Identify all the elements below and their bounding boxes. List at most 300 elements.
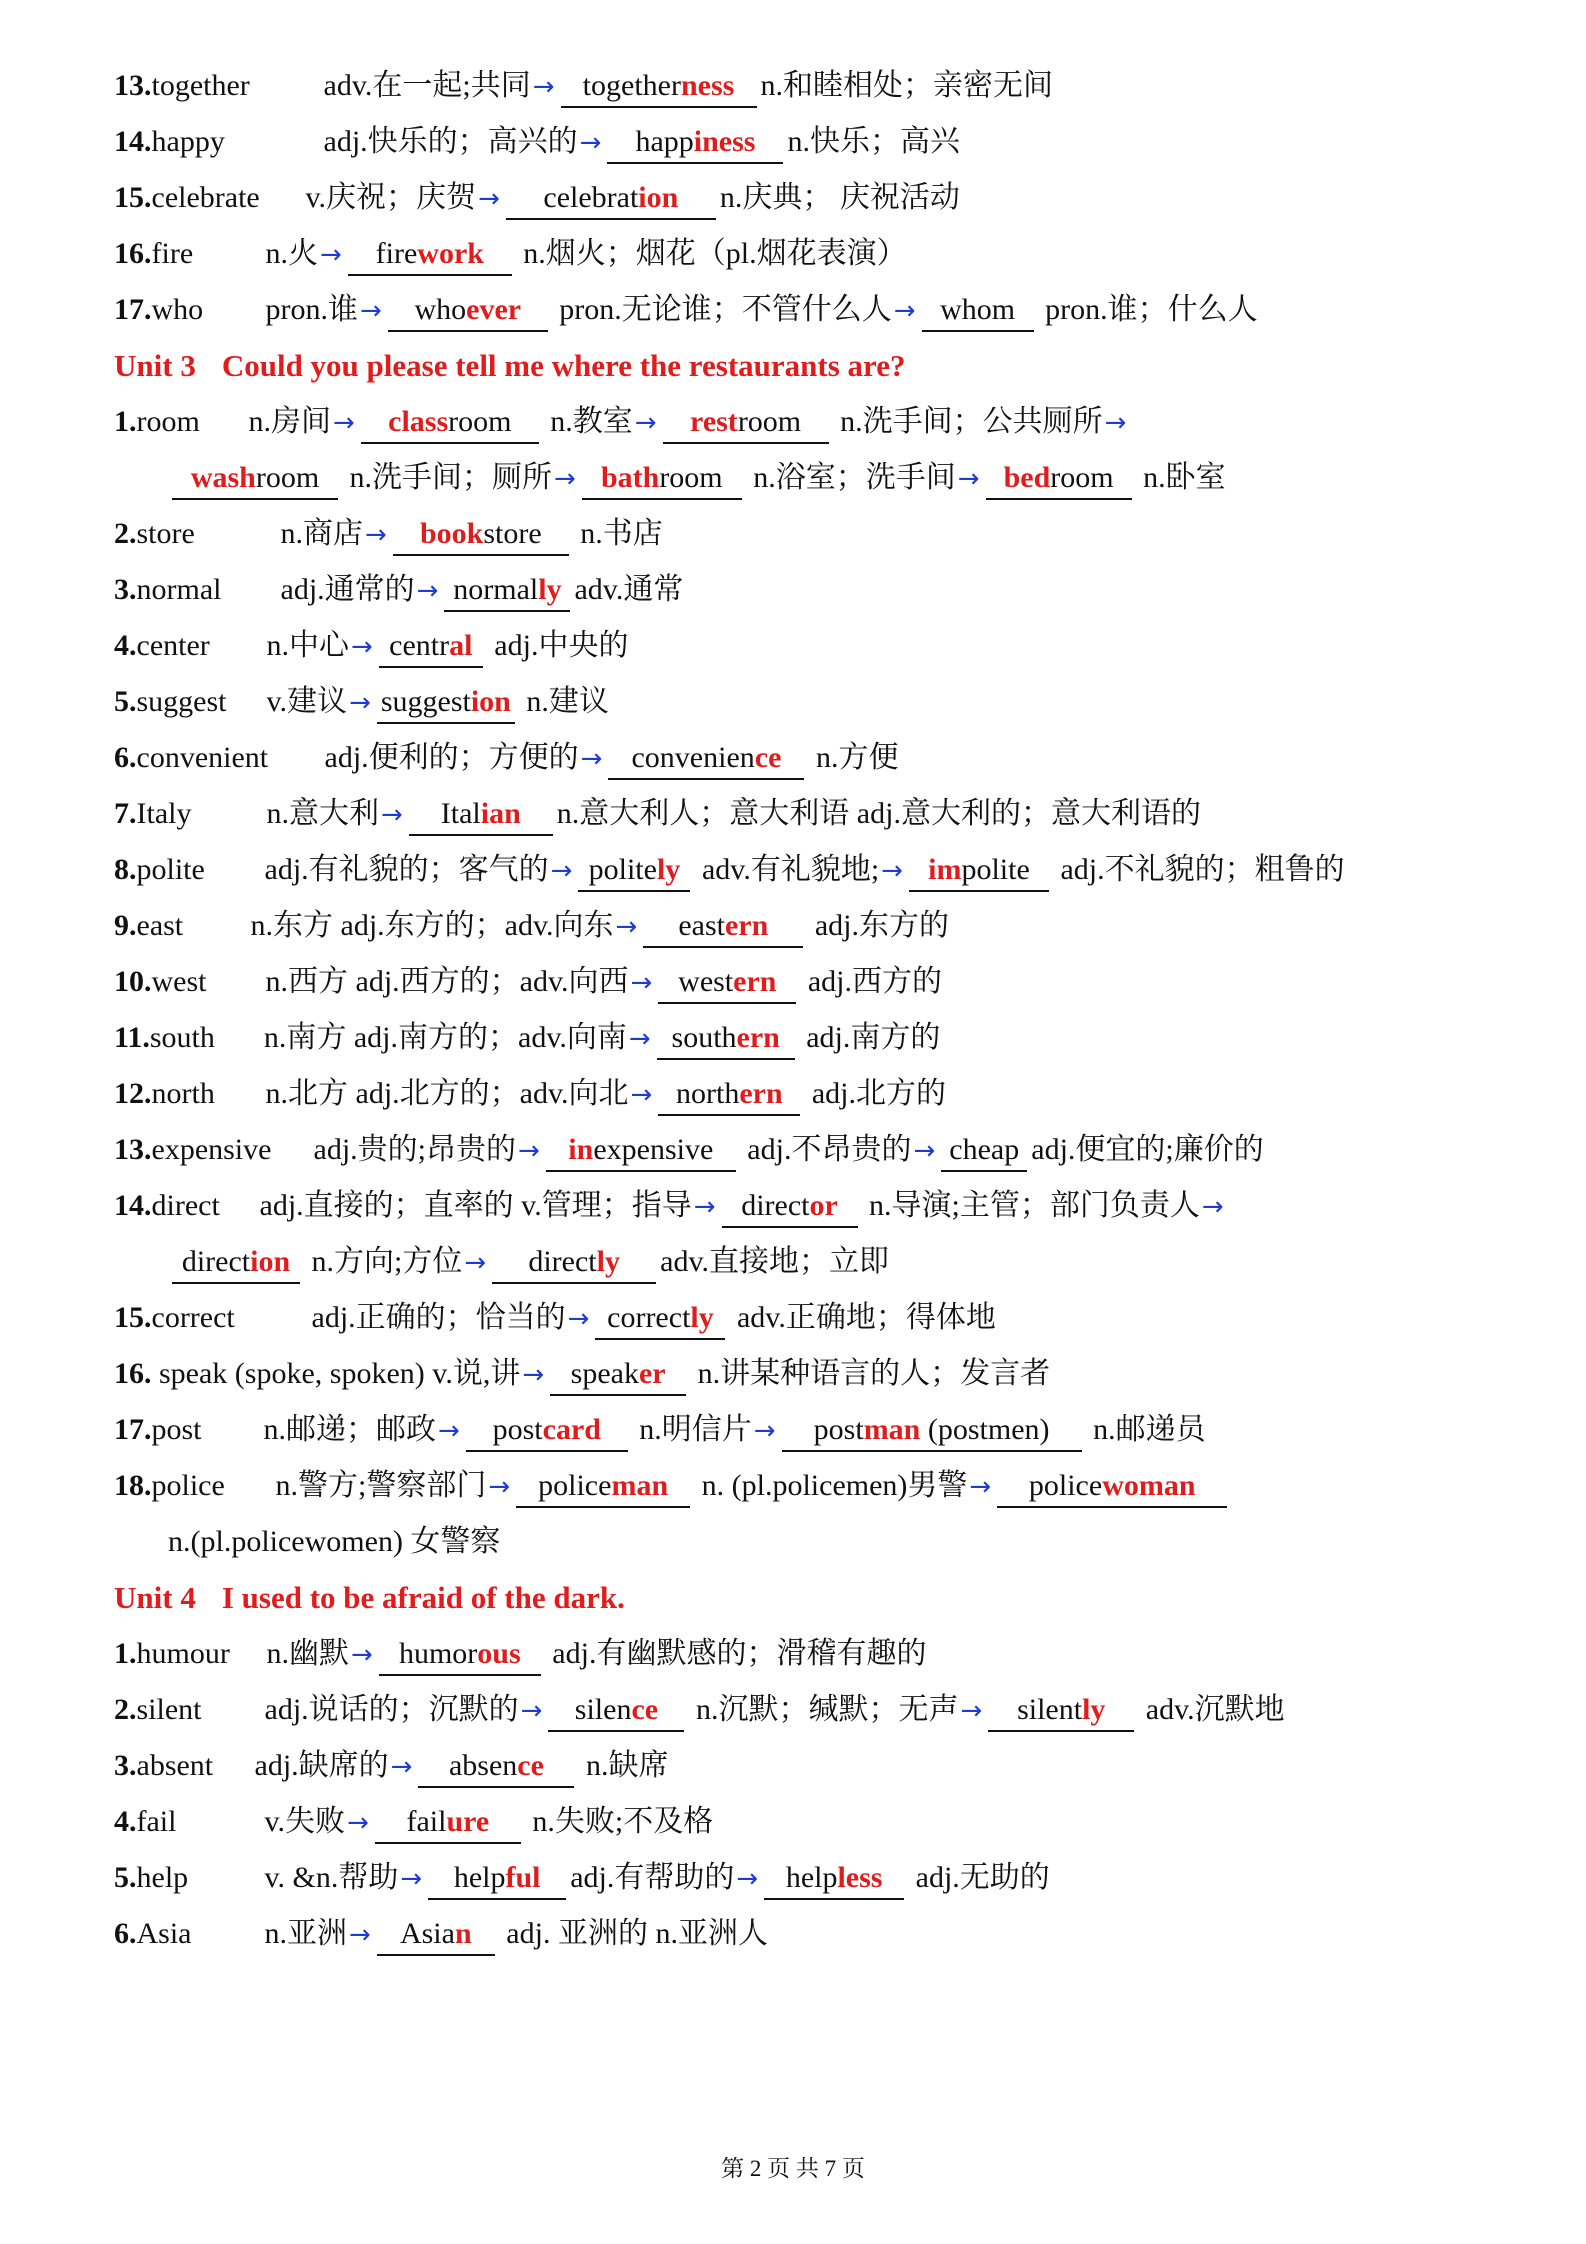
vocab-text: humour bbox=[136, 1637, 230, 1670]
vocab-text: n.火 bbox=[265, 237, 318, 270]
arrow-right-icon: → bbox=[349, 1920, 371, 1950]
vocab-line bbox=[114, 1910, 1546, 1958]
vocab-text: center bbox=[136, 629, 210, 662]
vocab-text: pron.谁；什么人 bbox=[1037, 293, 1258, 326]
highlighted-suffix: ly bbox=[538, 573, 562, 606]
highlighted-suffix: work bbox=[417, 237, 484, 270]
arrow-right-icon: → bbox=[630, 1080, 653, 1110]
arrow-right-icon: → bbox=[615, 912, 638, 942]
item-number: 1. bbox=[114, 1637, 137, 1670]
word-stem: room bbox=[737, 405, 802, 438]
arrow-right-icon: → bbox=[550, 856, 573, 886]
vocab-text: n.讲某种语言的人；发言者 bbox=[690, 1357, 1051, 1390]
vocab-text: adj.不昂贵的 bbox=[739, 1133, 912, 1166]
arrow-right-icon: → bbox=[381, 800, 403, 830]
word-stem: east bbox=[678, 909, 725, 942]
vocab-text: room bbox=[136, 405, 200, 438]
word-stem: fire bbox=[375, 237, 418, 270]
highlighted-suffix: ern bbox=[724, 909, 769, 942]
arrow-right-icon: → bbox=[960, 1696, 983, 1726]
answer-blank bbox=[657, 1018, 795, 1060]
unit-title-text: I used to be afraid of the dark. bbox=[221, 1580, 625, 1615]
arrow-right-icon: → bbox=[365, 520, 387, 550]
vocab-text: n.邮递；邮政 bbox=[263, 1413, 436, 1446]
answer-blank bbox=[550, 1354, 686, 1396]
answer-blank bbox=[548, 1690, 684, 1732]
vocab-text: Italy bbox=[136, 797, 192, 830]
arrow-right-icon: → bbox=[438, 1416, 460, 1446]
item-number: 14. bbox=[114, 125, 152, 158]
item-number: 10. bbox=[114, 965, 152, 998]
word-stem: correct bbox=[607, 1301, 691, 1334]
arrow-right-icon: → bbox=[693, 1192, 716, 1222]
answer-blank bbox=[988, 1690, 1134, 1732]
word-stem: room bbox=[659, 461, 723, 494]
item-number: 16. bbox=[114, 1357, 152, 1390]
answer-blank bbox=[506, 178, 716, 220]
answer-blank bbox=[608, 738, 804, 780]
vocab-text: silent bbox=[136, 1693, 202, 1726]
answer-blank bbox=[388, 290, 548, 332]
word-stem: (postmen) bbox=[920, 1413, 1050, 1446]
answer-blank bbox=[782, 1410, 1082, 1452]
arrow-right-icon: → bbox=[488, 1472, 511, 1502]
arrow-right-icon: → bbox=[969, 1472, 992, 1502]
word-stem: north bbox=[676, 1077, 740, 1110]
answer-blank bbox=[909, 850, 1049, 892]
vocab-line bbox=[114, 1070, 1546, 1118]
highlighted-suffix: ern bbox=[739, 1077, 783, 1110]
vocab-text: n.建议 bbox=[518, 685, 609, 718]
word-stem: silent bbox=[1017, 1693, 1083, 1726]
answer-blank bbox=[722, 1186, 858, 1228]
vocab-line bbox=[114, 622, 1546, 670]
vocab-text: n.失败;不及格 bbox=[524, 1805, 714, 1838]
highlighted-suffix: or bbox=[809, 1189, 838, 1222]
vocab-text: adj.北方的 bbox=[804, 1077, 946, 1110]
word-stem: expensive bbox=[593, 1133, 714, 1166]
arrow-right-icon: → bbox=[390, 1752, 413, 1782]
arrow-right-icon: → bbox=[522, 1360, 545, 1390]
highlighted-suffix: ce bbox=[754, 741, 782, 774]
arrow-right-icon: → bbox=[351, 632, 373, 662]
highlighted-suffix: ce bbox=[517, 1749, 544, 1782]
vocab-text: adv.沉默地 bbox=[1138, 1693, 1285, 1726]
item-number: 3. bbox=[114, 573, 137, 606]
word-stem: fail bbox=[406, 1805, 447, 1838]
answer-blank bbox=[658, 962, 796, 1004]
highlighted-suffix: ern bbox=[736, 1021, 780, 1054]
item-number: 15. bbox=[114, 181, 152, 214]
vocab-text: adj.直接的；直率的 v.管理；指导 bbox=[259, 1189, 692, 1222]
vocab-text: normal bbox=[136, 573, 222, 606]
vocab-line bbox=[114, 230, 1546, 278]
vocab-text: n.商店 bbox=[280, 517, 363, 550]
highlighted-suffix: bath bbox=[600, 461, 660, 494]
vocab-text: n.意大利 bbox=[266, 797, 379, 830]
vocab-line bbox=[168, 1238, 1546, 1286]
word-stem: silen bbox=[574, 1693, 632, 1726]
vocab-text: n.洗手间；厕所 bbox=[342, 461, 552, 494]
item-number: 5. bbox=[114, 1861, 137, 1894]
highlighted-suffix: class bbox=[388, 405, 449, 438]
word-stem: direct bbox=[181, 1245, 251, 1278]
highlighted-suffix: bed bbox=[1003, 461, 1051, 494]
vocab-line bbox=[114, 1350, 1546, 1398]
answer-blank bbox=[663, 402, 829, 444]
word-stem: cheap bbox=[949, 1133, 1020, 1166]
vocab-text: adj.贵的;昂贵的 bbox=[313, 1133, 516, 1166]
item-number: 15. bbox=[114, 1301, 152, 1334]
vocab-text: polite bbox=[136, 853, 205, 886]
vocab-text: v.庆祝；庆贺 bbox=[305, 181, 477, 214]
vocab-text: direct bbox=[151, 1189, 220, 1222]
vocab-text: north bbox=[151, 1077, 215, 1110]
vocab-text: n.缺席 bbox=[578, 1749, 669, 1782]
vocab-text: adj.便利的；方便的 bbox=[324, 741, 579, 774]
word-stem: centr bbox=[389, 629, 450, 662]
vocab-text: n.幽默 bbox=[266, 1637, 349, 1670]
unit-label: Unit 3 bbox=[114, 348, 196, 383]
word-stem: together bbox=[582, 69, 681, 102]
vocab-text: n.卧室 bbox=[1135, 461, 1226, 494]
vocab-text: adj.南方的 bbox=[798, 1021, 941, 1054]
item-number: 1. bbox=[114, 405, 137, 438]
vocab-text: south bbox=[149, 1021, 215, 1054]
vocab-line bbox=[114, 678, 1546, 726]
arrow-right-icon: → bbox=[1104, 408, 1127, 438]
answer-blank bbox=[941, 1130, 1027, 1172]
answer-blank bbox=[393, 514, 569, 556]
arrow-right-icon: → bbox=[634, 408, 657, 438]
arrow-right-icon: → bbox=[893, 296, 916, 326]
vocab-text: Asia bbox=[136, 1917, 192, 1950]
word-stem: Asia bbox=[399, 1917, 455, 1950]
item-number: 5. bbox=[114, 685, 137, 718]
highlighted-suffix: ever bbox=[466, 293, 522, 326]
arrow-right-icon: → bbox=[333, 408, 355, 438]
vocab-text: adj.正确的；恰当的 bbox=[311, 1301, 566, 1334]
item-number: 9. bbox=[114, 909, 137, 942]
answer-blank bbox=[377, 1914, 495, 1956]
vocab-text: n.北方 adj.北方的；adv.向北 bbox=[265, 1077, 629, 1110]
vocab-text: adv.在一起;共同 bbox=[323, 69, 531, 102]
vocab-line bbox=[114, 1630, 1546, 1678]
word-stem: post bbox=[813, 1413, 864, 1446]
arrow-right-icon: → bbox=[628, 1024, 651, 1054]
arrow-right-icon: → bbox=[320, 240, 342, 270]
item-number: 12. bbox=[114, 1077, 152, 1110]
highlighted-suffix: al bbox=[449, 629, 473, 662]
vocab-line bbox=[114, 1182, 1546, 1230]
item-number: 6. bbox=[114, 741, 137, 774]
vocab-text: v.失败 bbox=[264, 1805, 346, 1838]
vocab-line bbox=[114, 734, 1546, 782]
vocab-text: n.洗手间；公共厕所 bbox=[832, 405, 1103, 438]
item-number: 3. bbox=[114, 1749, 137, 1782]
vocab-text: convenient bbox=[136, 741, 269, 774]
vocab-text: n.烟火；烟花（pl.烟花表演） bbox=[515, 237, 907, 270]
unit-title-text: Could you please tell me where the restaurants are? bbox=[221, 348, 906, 383]
page-footer: 第 2 页 共 7 页 bbox=[721, 2156, 865, 2181]
answer-blank bbox=[607, 122, 783, 164]
item-number: 18. bbox=[114, 1469, 152, 1502]
vocab-text: n.亚洲 bbox=[264, 1917, 347, 1950]
vocab-text: expensive bbox=[151, 1133, 272, 1166]
item-number: 13. bbox=[114, 1133, 152, 1166]
vocab-line bbox=[114, 1798, 1546, 1846]
vocab-text: n.(pl.policewomen) 女警察 bbox=[168, 1525, 501, 1558]
arrow-right-icon: → bbox=[567, 1304, 590, 1334]
answer-blank bbox=[348, 234, 512, 276]
word-stem: direct bbox=[741, 1189, 810, 1222]
highlighted-suffix: man bbox=[863, 1413, 921, 1446]
vocab-text: n.方便 bbox=[808, 741, 899, 774]
vocab-text: n.西方 adj.西方的；adv.向西 bbox=[265, 965, 629, 998]
vocab-text: adv.直接地；立即 bbox=[660, 1245, 890, 1278]
item-number: 4. bbox=[114, 1805, 137, 1838]
word-stem: normal bbox=[453, 573, 539, 606]
vocab-text: pron.谁 bbox=[265, 293, 358, 326]
answer-blank bbox=[578, 850, 690, 892]
vocab-text: fire bbox=[151, 237, 194, 270]
arrow-right-icon: → bbox=[532, 72, 555, 102]
vocab-text: n.明信片 bbox=[631, 1413, 752, 1446]
answer-blank bbox=[764, 1858, 904, 1900]
highlighted-suffix: less bbox=[837, 1861, 883, 1894]
vocab-text: celebrate bbox=[151, 181, 260, 214]
word-stem: humor bbox=[398, 1637, 478, 1670]
highlighted-suffix: im bbox=[928, 853, 962, 886]
item-number: 6. bbox=[114, 1917, 137, 1950]
word-stem: polite bbox=[588, 853, 657, 886]
item-number: 17. bbox=[114, 1413, 152, 1446]
word-stem: polite bbox=[961, 853, 1030, 886]
arrow-right-icon: → bbox=[579, 128, 602, 158]
highlighted-suffix: ion bbox=[470, 685, 511, 718]
item-number: 2. bbox=[114, 1693, 137, 1726]
answer-blank bbox=[986, 458, 1132, 500]
answer-blank bbox=[997, 1466, 1227, 1508]
highlighted-suffix: ly bbox=[656, 853, 681, 886]
word-stem: whom bbox=[940, 293, 1016, 326]
word-stem: convenien bbox=[631, 741, 755, 774]
highlighted-suffix: book bbox=[419, 517, 484, 550]
arrow-right-icon: → bbox=[416, 576, 439, 606]
answer-blank bbox=[379, 1634, 541, 1676]
vocab-text: adj.无助的 bbox=[908, 1861, 1050, 1894]
word-stem: who bbox=[414, 293, 467, 326]
vocab-text: adj.有帮助的 bbox=[570, 1861, 735, 1894]
vocab-text: v.建议 bbox=[266, 685, 348, 718]
vocab-line bbox=[114, 1406, 1546, 1454]
vocab-text: adj.有幽默感的；滑稽有趣的 bbox=[544, 1637, 927, 1670]
vocab-text: adj.缺席的 bbox=[254, 1749, 389, 1782]
item-number: 11. bbox=[114, 1021, 150, 1054]
vocab-line bbox=[114, 62, 1546, 110]
vocab-text: n.快乐；高兴 bbox=[787, 125, 960, 158]
vocab-line bbox=[114, 510, 1546, 558]
word-stem: room bbox=[255, 461, 320, 494]
highlighted-suffix: man bbox=[611, 1469, 669, 1502]
unit-heading bbox=[114, 342, 905, 390]
arrow-right-icon: → bbox=[554, 464, 576, 494]
vocab-text: n.中心 bbox=[266, 629, 349, 662]
highlighted-suffix: ly bbox=[1082, 1693, 1106, 1726]
word-stem: south bbox=[671, 1021, 737, 1054]
vocab-text: n.邮递员 bbox=[1085, 1413, 1206, 1446]
arrow-right-icon: → bbox=[347, 1808, 369, 1838]
arrow-right-icon: → bbox=[753, 1416, 776, 1446]
vocab-text: adj.西方的 bbox=[800, 965, 942, 998]
highlighted-suffix: iness bbox=[693, 125, 756, 158]
vocab-line bbox=[114, 1742, 1546, 1790]
vocab-text: who bbox=[151, 293, 204, 326]
answer-blank bbox=[658, 1074, 800, 1116]
vocab-text: speak (spoke, spoken) v.说,讲 bbox=[151, 1357, 521, 1390]
highlighted-suffix: n bbox=[454, 1917, 472, 1950]
word-stem: happ bbox=[635, 125, 694, 158]
word-stem: room bbox=[1050, 461, 1114, 494]
vocab-line bbox=[114, 846, 1546, 894]
word-stem: help bbox=[453, 1861, 506, 1894]
vocab-text: correct bbox=[151, 1301, 235, 1334]
vocab-text: n.东方 adj.东方的；adv.向东 bbox=[250, 909, 614, 942]
word-stem: west bbox=[678, 965, 734, 998]
arrow-right-icon: → bbox=[349, 688, 371, 718]
word-stem: suggest bbox=[380, 685, 471, 718]
highlighted-suffix: ness bbox=[680, 69, 735, 102]
vocab-text: n.南方 adj.南方的；adv.向南 bbox=[263, 1021, 627, 1054]
word-stem: room bbox=[448, 405, 512, 438]
highlighted-suffix: card bbox=[542, 1413, 601, 1446]
unit-heading bbox=[114, 1574, 625, 1622]
word-stem: store bbox=[483, 517, 542, 550]
vocab-text: n.房间 bbox=[248, 405, 331, 438]
vocab-text: n.教室 bbox=[542, 405, 633, 438]
vocab-text: adj.说话的；沉默的 bbox=[264, 1693, 519, 1726]
arrow-right-icon: → bbox=[630, 968, 653, 998]
answer-blank bbox=[922, 290, 1034, 332]
vocab-text: store bbox=[136, 517, 195, 550]
arrow-right-icon: → bbox=[478, 184, 500, 214]
item-number: 8. bbox=[114, 853, 137, 886]
answer-blank bbox=[375, 1802, 521, 1844]
vocab-text: west bbox=[151, 965, 207, 998]
vocab-text: adv.正确地；得体地 bbox=[729, 1301, 996, 1334]
vocab-text: happy bbox=[151, 125, 225, 158]
vocab-line bbox=[114, 1126, 1546, 1174]
answer-blank bbox=[428, 1858, 566, 1900]
answer-blank bbox=[172, 1242, 300, 1284]
highlighted-suffix: ion bbox=[250, 1245, 291, 1278]
arrow-right-icon: → bbox=[957, 464, 980, 494]
unit-label: Unit 4 bbox=[114, 1580, 196, 1615]
answer-blank bbox=[172, 458, 338, 500]
vocab-line bbox=[114, 174, 1546, 222]
highlighted-suffix: ful bbox=[505, 1861, 541, 1894]
answer-blank bbox=[409, 794, 553, 836]
vocab-text: adj. 亚洲的 n.亚洲人 bbox=[498, 1917, 768, 1950]
highlighted-suffix: er bbox=[638, 1357, 666, 1390]
highlighted-suffix: ern bbox=[733, 965, 777, 998]
vocab-line bbox=[114, 398, 1546, 446]
answer-blank bbox=[418, 1746, 574, 1788]
vocab-text: n.浴室；洗手间 bbox=[745, 461, 956, 494]
answer-blank bbox=[561, 66, 757, 108]
word-stem: celebrat bbox=[543, 181, 639, 214]
arrow-right-icon: → bbox=[464, 1248, 487, 1278]
item-number: 17. bbox=[114, 293, 152, 326]
vocab-text: n.和睦相处；亲密无间 bbox=[760, 69, 1053, 102]
arrow-right-icon: → bbox=[360, 296, 382, 326]
arrow-right-icon: → bbox=[736, 1864, 759, 1894]
highlighted-suffix: ion bbox=[638, 181, 679, 214]
highlighted-suffix: ure bbox=[446, 1805, 490, 1838]
vocab-line bbox=[114, 958, 1546, 1006]
arrow-right-icon: → bbox=[1201, 1192, 1224, 1222]
answer-blank bbox=[361, 402, 539, 444]
highlighted-suffix: ian bbox=[480, 797, 521, 830]
vocab-text: adj.便宜的;廉价的 bbox=[1031, 1133, 1264, 1166]
vocab-text: police bbox=[151, 1469, 225, 1502]
word-stem: police bbox=[538, 1469, 612, 1502]
vocab-text: help bbox=[136, 1861, 189, 1894]
highlighted-suffix: ly bbox=[596, 1245, 620, 1278]
vocab-text: adj.东方的 bbox=[807, 909, 949, 942]
highlighted-suffix: rest bbox=[690, 405, 738, 438]
item-number: 13. bbox=[114, 69, 152, 102]
item-number: 14. bbox=[114, 1189, 152, 1222]
word-stem: speak bbox=[570, 1357, 639, 1390]
vocab-line bbox=[114, 902, 1546, 950]
highlighted-suffix: woman bbox=[1102, 1469, 1196, 1502]
vocab-text: pron.无论谁；不管什么人 bbox=[551, 293, 892, 326]
answer-blank bbox=[444, 570, 570, 612]
vocab-text: n.书店 bbox=[572, 517, 663, 550]
vocab-line bbox=[114, 286, 1546, 334]
vocab-line bbox=[114, 1686, 1546, 1734]
vocab-text: suggest bbox=[136, 685, 227, 718]
vocab-text: n.意大利人；意大利语 adj.意大利的；意大利语的 bbox=[556, 797, 1201, 830]
word-stem: help bbox=[785, 1861, 838, 1894]
highlighted-suffix: ce bbox=[631, 1693, 659, 1726]
vocab-text: adv.有礼貌地; bbox=[694, 853, 880, 886]
answer-blank bbox=[492, 1242, 656, 1284]
highlighted-suffix: in bbox=[568, 1133, 594, 1166]
word-stem: post bbox=[492, 1413, 543, 1446]
vocab-text: adj.快乐的；高兴的 bbox=[323, 125, 578, 158]
word-stem: police bbox=[1028, 1469, 1103, 1502]
vocab-text: fail bbox=[136, 1805, 177, 1838]
answer-blank bbox=[516, 1466, 690, 1508]
answer-blank bbox=[377, 682, 515, 724]
arrow-right-icon: → bbox=[913, 1136, 936, 1166]
arrow-right-icon: → bbox=[580, 744, 603, 774]
item-number: 4. bbox=[114, 629, 137, 662]
vocab-line bbox=[114, 1014, 1546, 1062]
highlighted-suffix: ly bbox=[690, 1301, 714, 1334]
vocab-line bbox=[168, 1518, 1546, 1566]
vocab-text: post bbox=[151, 1413, 202, 1446]
answer-blank bbox=[379, 626, 483, 668]
vocab-text: together bbox=[151, 69, 250, 102]
vocab-text: absent bbox=[136, 1749, 214, 1782]
arrow-right-icon: → bbox=[520, 1696, 543, 1726]
word-stem: Ital bbox=[440, 797, 481, 830]
word-stem: absen bbox=[448, 1749, 518, 1782]
item-number: 7. bbox=[114, 797, 137, 830]
